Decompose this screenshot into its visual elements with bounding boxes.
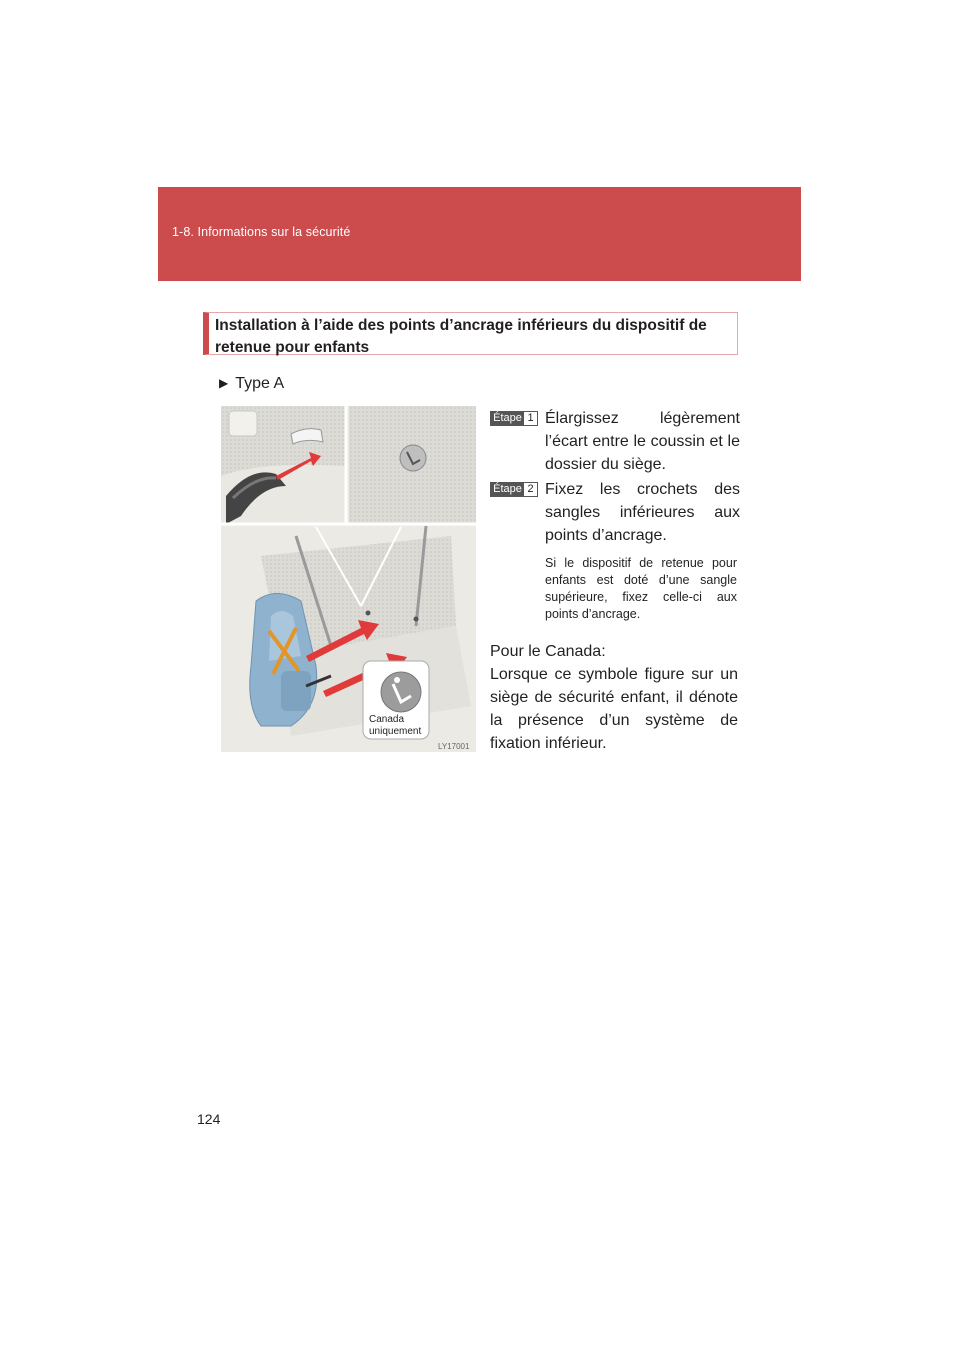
type-heading bbox=[219, 375, 284, 393]
page-number: 124 bbox=[197, 1111, 221, 1127]
triangle-bullet-icon: ▶ bbox=[219, 376, 229, 390]
section-label: 1-8. Informations sur la sécurité bbox=[172, 225, 351, 239]
child-seat-illustration bbox=[221, 406, 476, 752]
section-title-line2: retenue pour enfants bbox=[215, 339, 370, 356]
tether-note: Si le dispositif de retenue pour enfants est doté d’une sangle supérieure, fixez celle-ci aux points d’ancrage. bbox=[545, 556, 737, 621]
figure-badge-line1: Canada bbox=[369, 714, 405, 725]
canada-label: Pour le Canada: bbox=[490, 643, 606, 660]
figure-code: LY17001 bbox=[438, 742, 470, 751]
step-1-text: Élargissez légèrement l’écart entre le coussin et le dossier du siège. bbox=[545, 410, 740, 473]
figure-badge-line2: uniquement bbox=[369, 726, 422, 737]
step-2-number: 2 bbox=[524, 483, 537, 496]
step-1-word: Étape bbox=[491, 412, 524, 425]
canada-paragraph bbox=[490, 640, 738, 755]
section-header bbox=[158, 187, 801, 281]
section-title-line1: Installation à l’aide des points d’ancrage inférieurs du dispositif de bbox=[215, 317, 707, 334]
step-1-number: 1 bbox=[524, 412, 537, 425]
canada-text: Lorsque ce symbole figure sur un siège de sécurité enfant, il dénote la présence d’un système de fixation inférieur. bbox=[490, 666, 738, 752]
type-label: Type A bbox=[235, 375, 285, 392]
step-1-badge bbox=[490, 411, 538, 426]
step-2-word: Étape bbox=[491, 483, 524, 496]
section-title bbox=[203, 312, 738, 355]
step-2-badge bbox=[490, 482, 538, 497]
step-1 bbox=[490, 407, 740, 476]
illustration bbox=[221, 406, 476, 752]
step-2 bbox=[490, 478, 740, 547]
step-2-text: Fixez les crochets des sangles inférieures aux points d’ancrage. bbox=[545, 481, 740, 544]
